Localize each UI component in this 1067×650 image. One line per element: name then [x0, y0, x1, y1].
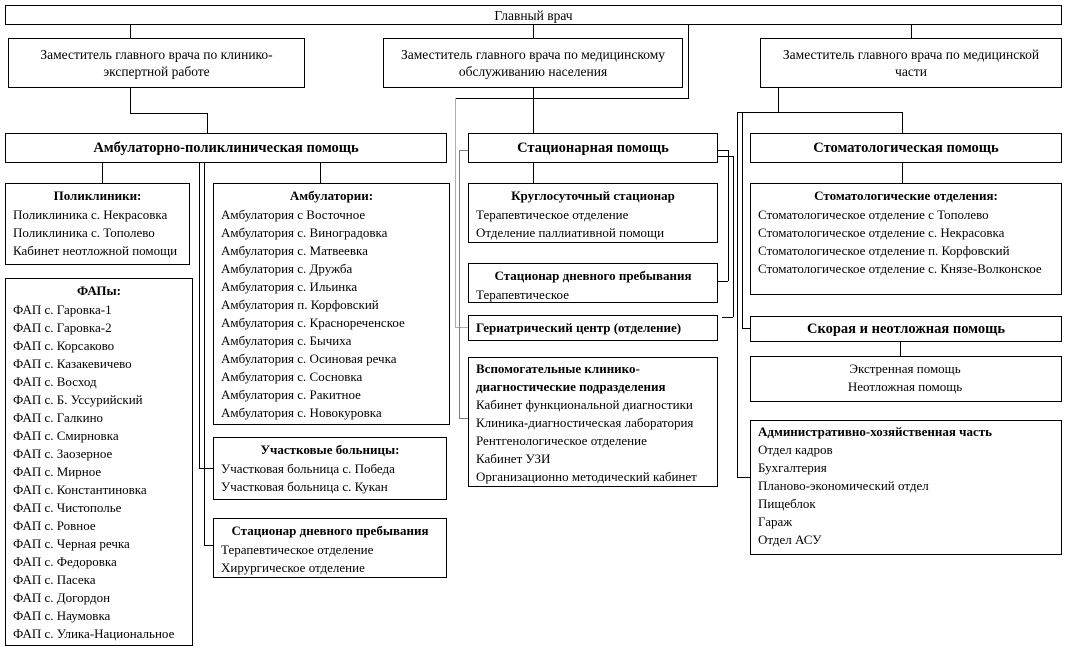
- list-item: ФАП с. Федоровка: [13, 554, 117, 569]
- geriatric-center-title: Гериатрический центр (отделение): [476, 320, 682, 335]
- list-item: Экстренная помощь: [849, 361, 961, 376]
- list-item: Стоматологическое отделение с Тополево: [758, 207, 989, 222]
- auxiliary-units-list: [469, 396, 717, 486]
- connector-rail-blue-stub: [455, 327, 468, 328]
- admin-part-title: Административно-хозяйственная часть: [758, 424, 993, 439]
- connector-rail-blue: [455, 98, 456, 327]
- list-item: Отделение паллиативной помощи: [476, 225, 665, 240]
- list-item: Поликлиника с. Некрасовка: [13, 207, 168, 222]
- connector-trunk-dayhospital: [204, 163, 205, 545]
- list-item: Амбулатория с. Новокуровка: [221, 405, 382, 420]
- deputy-clinical-expert-label: Заместитель главного врача по клинико-экспертной работе: [40, 47, 273, 79]
- list-item: ФАП с. Мирное: [13, 464, 102, 479]
- list-item: Амбулатория с. Виноградовка: [221, 225, 388, 240]
- connector-emergency-services-drop: [900, 342, 901, 356]
- list-item: Амбулатория с. Осиновая речка: [221, 351, 397, 366]
- ambulatories-list: [214, 206, 449, 422]
- list-item: ФАП с. Пасека: [13, 572, 96, 587]
- list-item: ФАП с. Заозерное: [13, 446, 113, 461]
- connector-chief-deputy3: [911, 25, 912, 38]
- list-item: Терапевтическое отделение: [476, 207, 629, 222]
- polyclinics-title: Поликлиники:: [53, 188, 142, 203]
- list-item: ФАП с. Улика-Национальное: [13, 626, 175, 641]
- connector-daystay-elbow: [728, 150, 729, 281]
- list-item: ФАП с. Казакевичево: [13, 356, 132, 371]
- connector-daystay-elbow-bottom: [718, 281, 728, 282]
- connector-trunk-admin: [737, 112, 738, 477]
- connector-mid-across: [455, 98, 689, 99]
- district-hospitals-title: Участковые больницы:: [260, 442, 400, 457]
- faps-list: [6, 301, 192, 643]
- list-item: Планово-экономический отдел: [758, 478, 929, 493]
- connector-rail-gray-bottom-stub: [459, 418, 468, 419]
- round-clock-hospital-list: [469, 206, 717, 242]
- list-item: Поликлиника с. Тополево: [13, 225, 155, 240]
- ambulatories-title: Амбулатории:: [289, 188, 374, 203]
- inpatient-section-header: [468, 133, 718, 163]
- day-stay-hospital-list: [469, 286, 717, 304]
- connector-deputy2-inpatient: [533, 88, 534, 133]
- list-item: Амбулатория с. Сосновка: [221, 369, 363, 384]
- list-item: ФАП с. Корсаково: [13, 338, 115, 353]
- list-item: Бухгалтерия: [758, 460, 827, 475]
- connector-trunk-emergency-stub: [742, 328, 750, 329]
- list-item: Терапевтическое: [476, 287, 569, 302]
- auxiliary-units-box: [468, 357, 718, 487]
- list-item: ФАП с. Б. Уссурийский: [13, 392, 143, 407]
- list-item: Кабинет функциональной диагностики: [476, 397, 693, 412]
- list-item: ФАП с. Константиновка: [13, 482, 147, 497]
- list-item: Амбулатория с. Краснореченское: [221, 315, 405, 330]
- list-item: Кабинет УЗИ: [476, 451, 551, 466]
- deputy-medical-label: Заместитель главного врача по медицинской части: [782, 47, 1040, 79]
- dental-section-label: Стоматологическая помощь: [813, 140, 999, 156]
- list-item: Стоматологическое отделение п. Корфовский: [758, 243, 1010, 258]
- admin-part-box: [750, 420, 1062, 555]
- connector-trunk-dayhospital-stub: [204, 545, 213, 546]
- day-hospital-outpatient-title: Стационар дневного пребывания: [231, 523, 429, 538]
- chief-physician-label: Главный врач: [494, 7, 573, 23]
- district-hospitals-list: [214, 460, 446, 496]
- list-item: Амбулатория с. Ильинка: [221, 279, 358, 294]
- inpatient-section-label: Стационарная помощь: [517, 140, 669, 156]
- district-hospitals-box: [213, 437, 447, 500]
- list-item: Амбулатория с. Ракитное: [221, 387, 361, 402]
- list-item: Стоматологическое отделение с. Некрасовка: [758, 225, 1005, 240]
- connector-trunk-district: [199, 163, 200, 468]
- list-item: ФАП с. Гаровка-1: [13, 302, 112, 317]
- round-clock-hospital-box: [468, 183, 718, 243]
- dental-departments-list: [751, 206, 1061, 278]
- connector-deputy1-down: [130, 88, 131, 113]
- day-stay-hospital-title: Стационар дневного пребывания: [494, 268, 692, 283]
- polyclinics-box: [5, 183, 190, 265]
- connector-ambulatories-drop: [320, 163, 321, 183]
- list-item: Клиника-диагностическая лаборатория: [476, 415, 694, 430]
- connector-outpatient-header-drop: [207, 113, 208, 133]
- connector-chief-deputy1: [130, 25, 131, 38]
- list-item: ФАП с. Восход: [13, 374, 97, 389]
- connector-geriatric-elbow: [733, 156, 734, 317]
- connector-trunk-admin-stub: [737, 477, 750, 478]
- dental-departments-title: Стоматологические отделения:: [814, 188, 998, 203]
- list-item: Участковая больница с. Победа: [221, 461, 395, 476]
- list-item: ФАП с. Смирновка: [13, 428, 119, 443]
- deputy-public-service-label: Заместитель главного врача по медицинскому обслуживанию населения: [400, 47, 665, 79]
- connector-deputy3-across: [737, 112, 902, 113]
- emergency-section-label: Скорая и неотложная помощь: [806, 321, 1006, 337]
- connector-rail-gray-top-stub: [459, 150, 468, 151]
- list-item: ФАП с. Гаровка-2: [13, 320, 112, 335]
- connector-chief-midline: [688, 25, 689, 98]
- list-item: Отдел кадров: [758, 442, 833, 457]
- list-item: ФАП с. Ровное: [13, 518, 96, 533]
- geriatric-center-box: [468, 315, 718, 341]
- faps-box: [5, 278, 193, 646]
- list-item: Гараж: [758, 514, 793, 529]
- list-item: Участковая больница с. Кукан: [221, 479, 388, 494]
- connector-trunk-district-stub: [199, 468, 213, 469]
- list-item: Организационно методический кабинет: [476, 469, 697, 484]
- list-item: Амбулатория с. Бычиха: [221, 333, 352, 348]
- connector-dental-departments-drop: [902, 163, 903, 183]
- list-item: ФАП с. Черная речка: [13, 536, 130, 551]
- dental-section-header: [750, 133, 1062, 163]
- outpatient-section-label: Амбулаторно-поликлиническая помощь: [93, 140, 359, 156]
- connector-daystay-elbow-top: [718, 150, 728, 151]
- admin-part-list: [751, 441, 1061, 549]
- connector-chief-deputy2: [533, 25, 534, 38]
- connector-rail-gray: [459, 150, 460, 418]
- connector-dental-header-drop: [902, 112, 903, 133]
- connector-polyclinics-drop: [102, 163, 103, 183]
- list-item: Рентгенологическое отделение: [476, 433, 647, 448]
- deputy-public-service-box: [383, 38, 683, 88]
- emergency-services-box: [750, 356, 1062, 402]
- list-item: Амбулатория с Восточное: [221, 207, 366, 222]
- emergency-section-header: [750, 316, 1062, 342]
- polyclinics-list: [6, 206, 189, 260]
- connector-roundclock-drop: [533, 163, 534, 183]
- list-item: ФАП с. Галкино: [13, 410, 104, 425]
- deputy-medical-box: [760, 38, 1062, 88]
- connector-geriatric-elbow-top: [718, 156, 733, 157]
- auxiliary-units-title: Вспомогательные клинико-диагностические подразделения: [476, 361, 666, 394]
- connector-trunk-emergency: [742, 112, 743, 328]
- list-item: Кабинет неотложной помощи: [13, 243, 178, 258]
- list-item: Отдел АСУ: [758, 532, 822, 547]
- outpatient-section-header: [5, 133, 447, 163]
- emergency-services-list: [751, 360, 1061, 396]
- list-item: Терапевтическое отделение: [221, 542, 374, 557]
- list-item: Пищеблок: [758, 496, 816, 511]
- list-item: Амбулатория п. Корфовский: [221, 297, 379, 312]
- faps-title: ФАПы:: [76, 283, 121, 298]
- chief-physician-box: [5, 5, 1062, 25]
- ambulatories-box: [213, 183, 450, 425]
- list-item: Амбулатория с. Дружба: [221, 261, 353, 276]
- connector-geriatric-elbow-bottom: [722, 317, 733, 318]
- deputy-clinical-expert-box: [8, 38, 305, 88]
- list-item: Неотложная помощь: [847, 379, 963, 394]
- list-item: ФАП с. Наумовка: [13, 608, 111, 623]
- list-item: Хирургическое отделение: [221, 560, 365, 575]
- connector-deputy1-across: [130, 113, 208, 114]
- day-stay-hospital-box: [468, 263, 718, 303]
- list-item: ФАП с. Догордон: [13, 590, 111, 605]
- dental-departments-box: [750, 183, 1062, 295]
- day-hospital-outpatient-list: [214, 541, 446, 577]
- list-item: Амбулатория с. Матвеевка: [221, 243, 368, 258]
- list-item: ФАП с. Чистополье: [13, 500, 122, 515]
- connector-deputy3-down: [778, 88, 779, 112]
- day-hospital-outpatient-box: [213, 518, 447, 578]
- round-clock-hospital-title: Круглосуточный стационар: [511, 188, 675, 203]
- list-item: Стоматологическое отделение с. Князе-Волконское: [758, 261, 1042, 276]
